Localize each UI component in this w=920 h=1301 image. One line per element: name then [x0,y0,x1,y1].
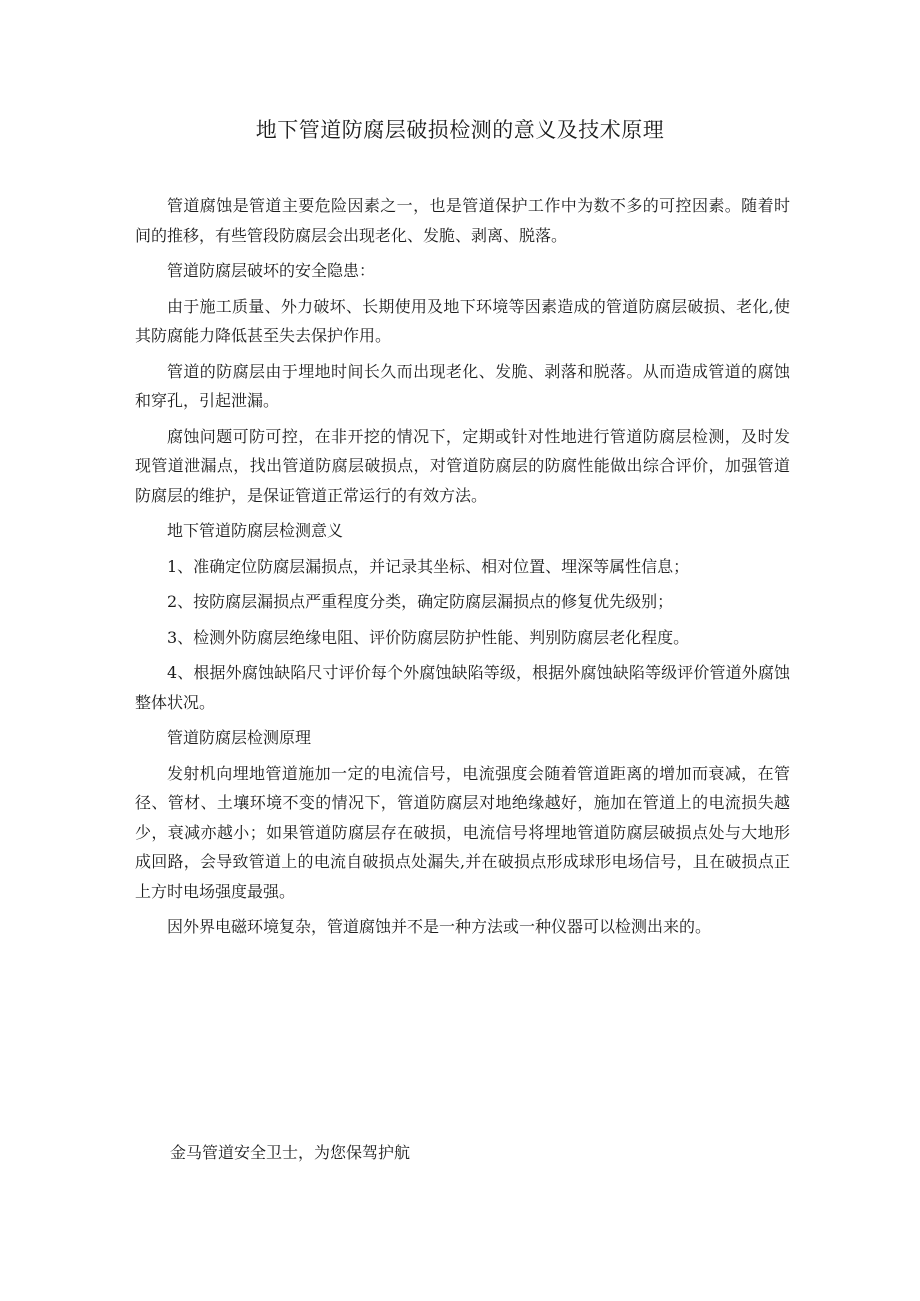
significance-item-3: 3、检测外防腐层绝缘电阻、评价防腐层防护性能、判别防腐层老化程度。 [167,627,690,647]
hazard-paragraph-3: 腐蚀问题可防可控，在非开挖的情况下，定期或针对性地进行管道防腐层检测，及时发现管道泄漏点，找出管道防腐层破损点，对管道防腐层的防腐性能做出综合评价，加强管道防腐层的维护，是保证管道正常运行的有效方法。 [135,426,790,505]
significance-item-4: 4、根据外腐蚀缺陷尺寸评价每个外腐蚀缺陷等级，根据外腐蚀缺陷等级评价管道外腐蚀整体状况。 [135,663,790,712]
significance-item-1: 1、准确定位防腐层漏损点，并记录其坐标、相对位置、埋深等属性信息； [167,556,690,576]
intro-paragraph: 管道腐蚀是管道主要危险因素之一，也是管道保护工作中为数不多的可控因素。随着时间的推移，有些管段防腐层会出现老化、发脆、剥离、脱落。 [135,196,790,245]
significance-heading: 地下管道防腐层检测意义 [167,521,344,540]
hazard-heading: 管道防腐层破坏的安全隐患： [167,261,376,280]
principle-paragraph-1: 发射机向埋地管道施加一定的电流信号，电流强度会随着管道距离的增加而衰减，在管径、管材、土壤环境不变的情况下，管道防腐层对地绝缘越好，施加在管道上的电流损失越少，衰减亦越小；如果管道防腐层存在破损，电流信号将埋地管道防腐层破损点处与大地形成回路，会导致管道上的电流自破损点处漏失,并在破损点形成球形电场信号，且在破损点正上方时电场强度最强。 [135,763,790,901]
document-title: 地下管道防腐层破损检测的意义及技术原理 [255,118,665,142]
significance-item-2: 2、按防腐层漏损点严重程度分类，确定防腐层漏损点的修复优先级别； [167,592,674,611]
principle-heading: 管道防腐层检测原理 [167,728,312,747]
footer-slogan: 金马管道安全卫士，为您保驾护航 [170,1143,411,1162]
hazard-paragraph-1: 由于施工质量、外力破坏、长期使用及地下环境等因素造成的管道防腐层破损、老化,使其防腐能力降低甚至失去保护作用。 [135,296,790,345]
hazard-paragraph-2: 管道的防腐层由于埋地时间长久而出现老化、发脆、剥落和脱落。从而造成管道的腐蚀和穿孔，引起泄漏。 [135,361,790,410]
principle-paragraph-2: 因外界电磁环境复杂，管道腐蚀并不是一种方法或一种仪器可以检测出来的。 [167,917,712,936]
document-body [135,191,790,948]
